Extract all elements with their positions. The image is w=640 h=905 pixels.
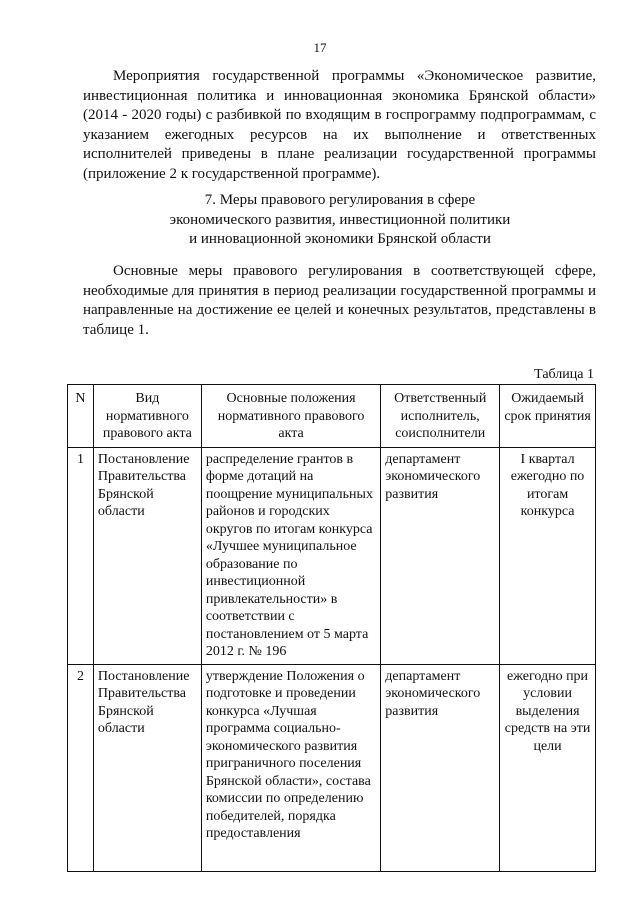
row-executor: департамент экономического развития bbox=[381, 447, 500, 664]
table-row bbox=[68, 664, 596, 871]
section-title-line-3: и инновационной экономики Брянской области bbox=[189, 231, 491, 247]
row-provisions: утверждение Положения о подготовке и проведении конкурса «Лучшая программа социально-экономического развития приграничного поселения Брянской области», состава комиссии по определению победителей, порядка предоставления bbox=[201, 664, 380, 871]
table-header-row bbox=[68, 385, 596, 448]
row-deadline: ежегодно при условии выделения средств на эти цели bbox=[500, 664, 596, 871]
header-deadline: Ожидаемый срок принятия bbox=[500, 385, 596, 448]
table-caption: Таблица 1 bbox=[534, 367, 594, 382]
page-number: 17 bbox=[313, 40, 327, 55]
row-number: 1 bbox=[68, 447, 94, 664]
regulation-table bbox=[67, 384, 596, 872]
row-deadline: I квартал ежегодно по итогам конкурса bbox=[500, 447, 596, 664]
intro-paragraph: Мероприятия государственной программы «Экономическое развитие, инвестиционная политика и инновационная экономика Брянской области» (2014 - 2020 годы) с разбивкой по входящим в госпрограмму подпрограммам, с указанием ежегодных ресурсов на их выполнение и ответственных исполнителей приведены в плане реализации государственной программы (приложение 2 к государственной программе). bbox=[83, 68, 596, 182]
row-executor: департамент экономического развития bbox=[381, 664, 500, 871]
row-number: 2 bbox=[68, 664, 94, 871]
header-number: N bbox=[68, 385, 94, 448]
row-act-type: Постановление Правительства Брянской области bbox=[93, 664, 201, 871]
header-provisions: Основные положения нормативного правового акта bbox=[201, 385, 380, 448]
section-title-line-1: 7. Меры правового регулирования в сфере bbox=[204, 192, 476, 208]
section-title bbox=[80, 191, 600, 250]
section-title-line-2: экономического развития, инвестиционной политики bbox=[169, 211, 511, 228]
table-row bbox=[68, 447, 596, 664]
header-executor: Ответственный исполнитель, соисполнители bbox=[381, 385, 500, 448]
row-act-type: Постановление Правительства Брянской области bbox=[93, 447, 201, 664]
row-provisions: распределение грантов в форме дотаций на поощрение муниципальных районов и городских округов по итогам конкурса «Лучшее муниципальное образование по инвестиционной привлекательности» в соответствии с постановлением от 5 марта 2012 г. № 196 bbox=[201, 447, 380, 664]
header-act-type: Вид нормативного правового акта bbox=[93, 385, 201, 448]
measures-paragraph: Основные меры правового регулирования в соответствующей сфере, необходимые для принятия в период реализации государственной программы и направленные на достижение ее целей и конечных результатов, представлены в таблице 1. bbox=[83, 263, 596, 338]
